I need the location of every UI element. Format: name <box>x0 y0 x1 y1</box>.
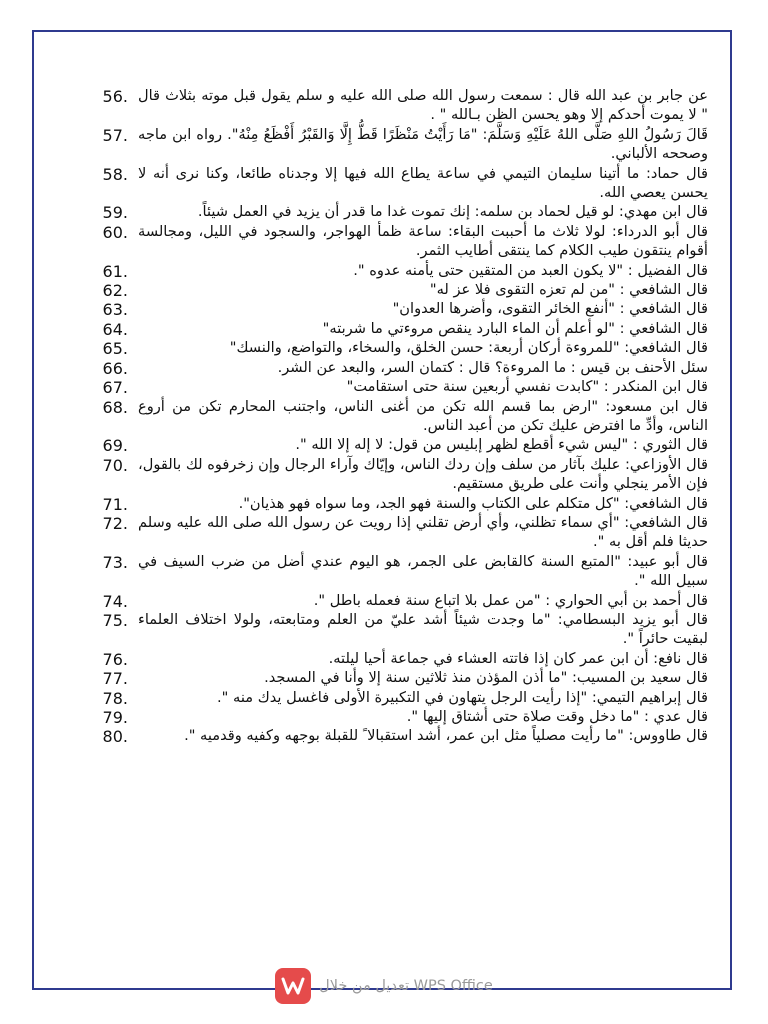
entry-number: 65. <box>102 339 128 359</box>
entries-list <box>78 86 708 746</box>
entry-number: 75. <box>102 610 128 630</box>
entry-number: 71. <box>102 494 128 514</box>
entry-text: قال أبو عبيد: "المتبع السنة كالقابض على الجمر، هو اليوم عندي أضل من ضرب السيف في سبيل الله ". <box>138 552 708 590</box>
entry-text: قال أبو الدرداء: لولا ثلاث ما أحببت البقاء: ساعة ظمأ الهواجر، والسجود في الليل، ومجالسة أقوام ينتقون طيب الكلام كما ينتقى أطايب الثمر. <box>138 222 708 260</box>
entry-item <box>78 280 708 299</box>
entry-text: قال أبو يزيد البسطامي: "ما وجدت شيئاً أشد عليّ من العلم ومتابعته، ولولا اختلاف العلماء لبقيت حائراً ". <box>138 610 708 648</box>
entry-item <box>78 86 708 125</box>
entry-item <box>78 319 708 338</box>
entry-text: قال الثوري : "ليس شيء أقطع لظهر إبليس من قول: لا إله إلا الله ". <box>295 436 708 454</box>
entry-number: 68. <box>102 397 128 417</box>
entry-item <box>78 202 708 221</box>
entry-item <box>78 358 708 377</box>
entry-number: 73. <box>102 552 128 572</box>
entry-text: قال الشافعي: "للمروءة أركان أربعة: حسن الخلق، والسخاء، والتواضع، والنسك" <box>229 339 708 357</box>
entry-text: قال سعيد بن المسيب: "ما أذن المؤذن منذ ثلاثين سنة إلا وأنا في المسجد. <box>264 669 708 687</box>
entry-text: قال الشافعي : "من لم تعزه التقوى فلا عز له" <box>429 281 708 299</box>
footer-text: تعديل من خلال WPS Office <box>319 978 493 994</box>
entry-item <box>78 377 708 396</box>
entry-text: قال الشافعي: "كل متكلم على الكتاب والسنة فهو الجد، وما سواه فهو هذيان". <box>238 494 708 512</box>
entry-item <box>78 513 708 552</box>
entry-item <box>78 649 708 668</box>
entry-number: 76. <box>102 649 128 669</box>
entry-number: 80. <box>102 727 128 747</box>
entry-text: قال طاووس: "ما رأيت مصلياً مثل ابن عمر، أشد استقبالا ً للقبلة بوجهه وكفيه وقدميه ". <box>184 727 708 745</box>
entry-number: 72. <box>102 513 128 533</box>
entry-item <box>78 261 708 280</box>
entry-number: 77. <box>102 669 128 689</box>
entry-text: قال ابن مهدي: لو قيل لحماد بن سلمه: إنك تموت غدا ما قدر أن يزيد في العمل شيئاً. <box>197 203 708 221</box>
entry-text: عن جابر بن عبد الله قال : سمعت رسول الله صلى الله عليه و سلم يقول قبل موته بثلاث قال " لا يموت أحدكم إلا وهو يحسن الظن بـالله " . <box>138 87 708 124</box>
entry-number: 79. <box>102 708 128 727</box>
entry-number: 59. <box>102 203 128 223</box>
entry-text: قال أحمد بن أبي الحواري : "من عمل بلا اتباع سنة فعمله باطل ". <box>313 591 708 609</box>
entry-number: 74. <box>102 591 128 611</box>
entry-text: قَالَ رَسُولُ اللهِ صَلَّى اللهُ عَلَيْهِ وَسَلَّمَ: "مَا رَأَيْتُ مَنْظَرًا قَطُّ إِلَّا وَالقَبْرُ أَفْظَعُ مِنْهُ". رواه ابن ماجه وصححه الألباني. <box>138 125 708 163</box>
entry-item <box>78 338 708 357</box>
entry-item <box>78 552 708 591</box>
entry-item <box>78 707 708 726</box>
entry-item <box>78 688 708 707</box>
entry-number: 66. <box>102 358 128 378</box>
entry-text: سئل الأحنف بن قيس : ما المروءة؟ قال : كتمان السر، والبعد عن الشر. <box>277 358 708 376</box>
entry-number: 56. <box>102 87 128 106</box>
entry-number: 67. <box>102 378 128 398</box>
entry-item <box>78 591 708 610</box>
entry-text: قال نافع: أن ابن عمر كان إذا فاتته العشاء في جماعة أحيا ليلته. <box>328 649 708 667</box>
entry-item <box>78 299 708 318</box>
entry-item <box>78 726 708 745</box>
entry-number: 61. <box>102 261 128 281</box>
entry-number: 64. <box>102 319 128 339</box>
entry-number: 70. <box>102 455 128 475</box>
entry-number: 62. <box>102 281 128 301</box>
entry-text: قال الشافعي: "أي سماء تظلني، وأي أرض تقلني إذا رويت عن رسول الله صلى الله عليه وسلم حديثا فلم أقل به ". <box>138 513 708 551</box>
entry-item <box>78 435 708 454</box>
entry-number: 63. <box>102 300 128 320</box>
entry-item <box>78 125 708 164</box>
entry-number: 69. <box>102 436 128 456</box>
entry-item <box>78 164 708 203</box>
entry-text: قال إبراهيم التيمي: "إذا رأيت الرجل يتهاون في التكبيرة الأولى فاغسل يدك منه ". <box>217 688 708 706</box>
entry-text: قال الشافعي : "أنفع الخائر التقوى، وأضرها العدوان" <box>392 300 708 318</box>
entry-item <box>78 397 708 436</box>
entry-number: 57. <box>102 125 128 145</box>
entry-item <box>78 494 708 513</box>
entry-item <box>78 610 708 649</box>
entry-text: قال ابن مسعود: "ارض بما قسم الله تكن من أغنى الناس، واجتنب المحارم تكن من أروع الناس، وأدِّ ما افترض عليك تكن من أعبد الناس. <box>138 397 708 434</box>
entry-text: قال ابن المنكدر : "كابدت نفسي أربعين سنة حتى استقامت" <box>346 378 708 396</box>
entry-item <box>78 222 708 261</box>
entry-text: قال الفضيل : "لا يكون العبد من المتقين حتى يأمنه عدوه ". <box>353 261 708 279</box>
entry-item <box>78 455 708 494</box>
entry-number: 58. <box>102 164 128 184</box>
entry-text: قال الأوزاعي: عليك بآثار من سلف وإن ردك الناس، وإيّاك وآراء الرجال وإن زخرفوه لك بالقول، فإن الأمر ينجلي وأنت على طريق مستقيم. <box>138 455 708 493</box>
entry-number: 60. <box>102 222 128 242</box>
footer-watermark <box>0 968 768 1004</box>
entry-number: 78. <box>102 688 128 708</box>
entry-text: قال حماد: ما أتينا سليمان التيمي في ساعة يطاع الله فيها إلا وجدناه طائعا، وكنا نرى أنه لا يحسن يعصي الله. <box>138 164 708 202</box>
entry-text: قال الشافعي : "لو أعلم أن الماء البارد ينقص مروءتي ما شربته" <box>322 319 708 337</box>
wps-office-logo-icon <box>275 968 311 1004</box>
entry-text: قال عدي : "ما دخل وقت صلاة حتى أشتاق إليها ". <box>406 708 708 725</box>
entry-item <box>78 668 708 687</box>
